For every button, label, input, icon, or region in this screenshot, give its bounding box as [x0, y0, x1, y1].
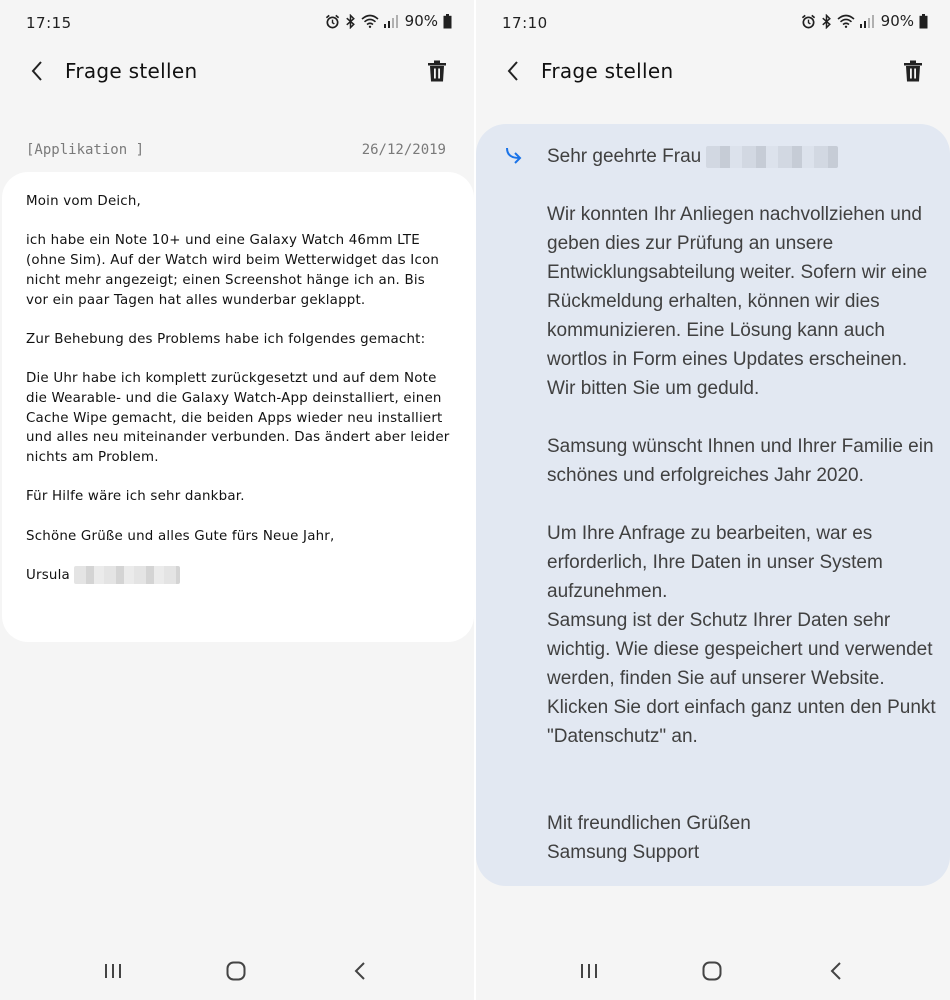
status-time: 17:10 [502, 14, 548, 32]
nav-back-icon [830, 962, 842, 980]
reply-arrow-icon [504, 146, 526, 170]
alarm-icon [325, 14, 340, 29]
page-title: Frage stellen [541, 59, 674, 83]
status-icons [325, 12, 452, 30]
recent-apps-button[interactable] [572, 956, 606, 986]
question-signature [26, 566, 450, 586]
answer-sender: Samsung Support [547, 842, 700, 863]
battery-percent: 90% [880, 12, 914, 30]
question-paragraph: Für Hilfe wäre ich sehr dankbar. [26, 489, 245, 505]
recent-apps-icon [104, 963, 122, 979]
question-paragraph: Die Uhr habe ich komplett zurückgesetzt und auf dem Note die Wearable- und die Galaxy Watch-App deinstalliert, einen Cache Wipe gemacht, die beiden Apps wieder neu installiert und alles neu miteinander verbunden. Das ändert aber leider nichts am Problem. [26, 371, 450, 466]
nav-back-button[interactable] [343, 956, 377, 986]
home-icon [702, 961, 722, 981]
answer-body [547, 142, 937, 867]
status-icons [801, 12, 928, 30]
signal-icon [860, 15, 874, 28]
status-time: 17:15 [26, 14, 72, 32]
answer-paragraph: Um Ihre Anfrage zu bearbeiten, war es erforderlich, Ihre Daten in unser System aufzunehmen. [547, 523, 883, 602]
bluetooth-icon [821, 14, 832, 29]
salutation-text: Sehr geehrte Frau [547, 146, 702, 167]
question-screen [0, 0, 474, 1000]
recent-apps-button[interactable] [96, 956, 130, 986]
home-icon [226, 961, 246, 981]
question-paragraph: ich habe ein Note 10+ und eine Galaxy Watch 46mm LTE (ohne Sim). Auf der Watch wird beim Wetterwidget das Icon nicht mehr angezeigt; einen Screenshot hänge ich an. Bis vor ein paar Tagen hat alles wunderbar geklappt. [26, 233, 440, 308]
signature-name: Ursula [26, 568, 70, 584]
redacted-surname [706, 146, 838, 168]
top-app-bar [476, 44, 950, 100]
chevron-left-icon [30, 60, 44, 82]
home-button[interactable] [695, 956, 729, 986]
question-greeting: Moin vom Deich, [26, 194, 142, 209]
top-app-bar [0, 44, 474, 100]
back-button[interactable] [22, 56, 52, 86]
answer-paragraph: Samsung wünscht Ihnen und Ihrer Familie ein schönes und erfolgreiches Jahr 2020. [547, 436, 934, 486]
page-title: Frage stellen [65, 59, 198, 83]
signal-icon [384, 15, 398, 28]
nav-back-icon [354, 962, 366, 980]
status-bar [476, 0, 950, 44]
alarm-icon [801, 14, 816, 29]
delete-button[interactable] [422, 56, 452, 86]
battery-icon [919, 14, 928, 29]
question-paragraph: Zur Behebung des Problems habe ich folgendes gemacht: [26, 331, 426, 347]
wifi-icon [361, 14, 379, 28]
battery-icon [443, 14, 452, 29]
bluetooth-icon [345, 14, 356, 29]
answer-paragraph: Samsung ist der Schutz Ihrer Daten sehr wichtig. Wie diese gespeichert und verwendet werden, finden Sie auf unserer Website. Klicken Sie dort einfach ganz unten den Punkt "Datenschutz" an. [547, 610, 936, 747]
recent-apps-icon [580, 963, 598, 979]
home-button[interactable] [219, 956, 253, 986]
answer-paragraph: Wir konnten Ihr Anliegen nachvollziehen und geben dies zur Prüfung an unsere Entwicklungsabteilung weiter. Sofern wir eine Rückmeldung erhalten, können wir dies kommunizieren. Eine Lösung kann auch wortlos in Form eines Updates erscheinen. Wir bitten Sie um geduld. [547, 204, 928, 399]
battery-percent: 90% [404, 12, 438, 30]
trash-icon [427, 60, 447, 82]
question-date: 26/12/2019 [361, 142, 446, 158]
redacted-surname [74, 566, 180, 584]
navigation-bar [476, 944, 950, 1000]
category-label: [Applikation ] [26, 142, 145, 158]
back-button[interactable] [498, 56, 528, 86]
wifi-icon [837, 14, 855, 28]
delete-button[interactable] [898, 56, 928, 86]
answer-card [476, 124, 950, 886]
answer-salutation [547, 142, 937, 171]
nav-back-button[interactable] [819, 956, 853, 986]
navigation-bar [0, 944, 474, 1000]
status-bar [0, 0, 474, 44]
chevron-left-icon [506, 60, 520, 82]
trash-icon [903, 60, 923, 82]
question-card [2, 172, 474, 642]
answer-screen [476, 0, 950, 1000]
question-meta [26, 142, 446, 164]
answer-closing: Mit freundlichen Grüßen [547, 813, 751, 834]
question-paragraph: Schöne Grüße und alles Gute fürs Neue Jahr, [26, 528, 335, 544]
